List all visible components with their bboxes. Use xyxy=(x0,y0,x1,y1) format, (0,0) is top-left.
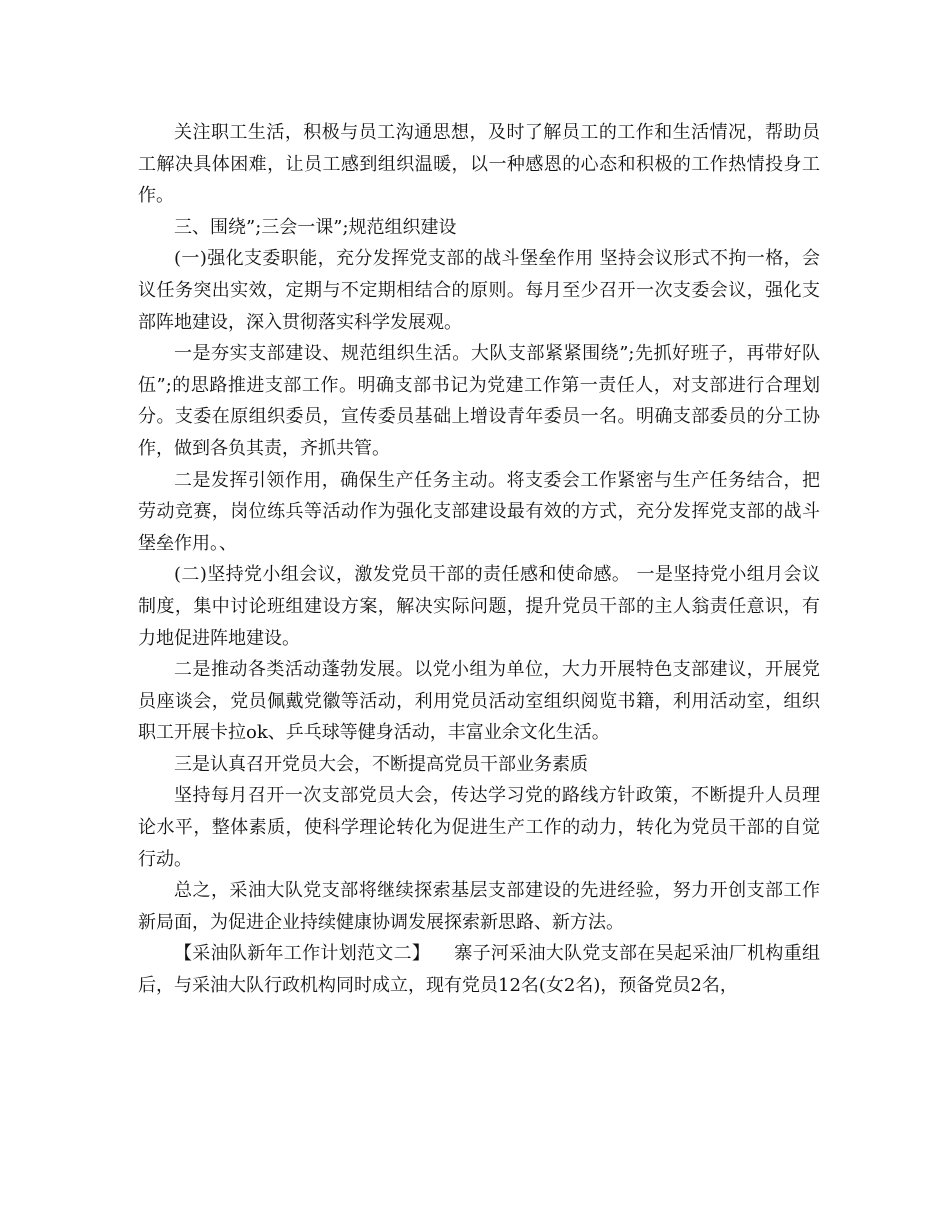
paragraph-8: 三是认真召开党员大会，不断提高党员干部业务素质 xyxy=(174,753,588,775)
paragraph-3: (一)强化支委职能，充分发挥党支部的战斗堡垒作用 坚持会议形式不拘一格，会议任务突出实效，定期与不定期相结合的原则。每月至少召开一次支委会议，强化支部阵地建设，深入贯彻落实科学发展观。 xyxy=(138,248,820,333)
section-heading-3: 三、围绕”;三会一课”;规范组织建设 xyxy=(174,216,457,238)
paragraph-5: 二是发挥引领作用，确保生产任务主动。将支委会工作紧密与生产任务结合，把劳动竞赛，岗位练兵等活动作为强化支部建设最有效的方式，充分发挥党支部的战斗堡垒作用。、 xyxy=(138,469,820,554)
paragraph-11: 【采油队新年工作计划范文二】 寨子河采油大队党支部在吴起采油厂机构重组后，与采油大队行政机构同时成立，现有党员12名(女2名)，预备党员2名， xyxy=(138,943,820,997)
paragraph-6: (二)坚持党小组会议，激发党员干部的责任感和使命感。 一是坚持党小组月会议制度，集中讨论班组建设方案，解决实际问题，提升党员干部的主人翁责任意识，有力地促进阵地建设。 xyxy=(138,564,820,649)
paragraph-9: 坚持每月召开一次支部党员大会，传达学习党的路线方针政策，不断提升人员理论水平，整体素质，使科学理论转化为促进生产工作的动力，转化为党员干部的自觉行动。 xyxy=(138,785,820,870)
paragraph-7: 二是推动各类活动蓬勃发展。以党小组为单位，大力开展特色支部建议，开展党员座谈会，党员佩戴党徽等活动，利用党员活动室组织阅览书籍，利用活动室，组织职工开展卡拉ok、乒乓球等健身活动，丰富业余文化生活。 xyxy=(138,659,820,744)
paragraph-1: 关注职工生活，积极与员工沟通思想，及时了解员工的工作和生活情况，帮助员工解决具体困难，让员工感到组织温暖，以一种感恩的心态和积极的工作热情投身工作。 xyxy=(138,122,820,207)
document-body xyxy=(138,117,820,1002)
paragraph-10: 总之，采油大队党支部将继续探索基层支部建设的先进经验，努力开创支部工作新局面，为促进企业持续健康协调发展探索新思路、新方法。 xyxy=(138,880,820,933)
paragraph-4: 一是夯实支部建设、规范组织生活。大队支部紧紧围绕”;先抓好班子，再带好队伍”;的思路推进支部工作。明确支部书记为党建工作第一责任人，对支部进行合理划分。支委在原组织委员，宣传委员基础上增设青年委员一名。明确支部委员的分工协作，做到各负其责，齐抓共管。 xyxy=(138,343,820,459)
